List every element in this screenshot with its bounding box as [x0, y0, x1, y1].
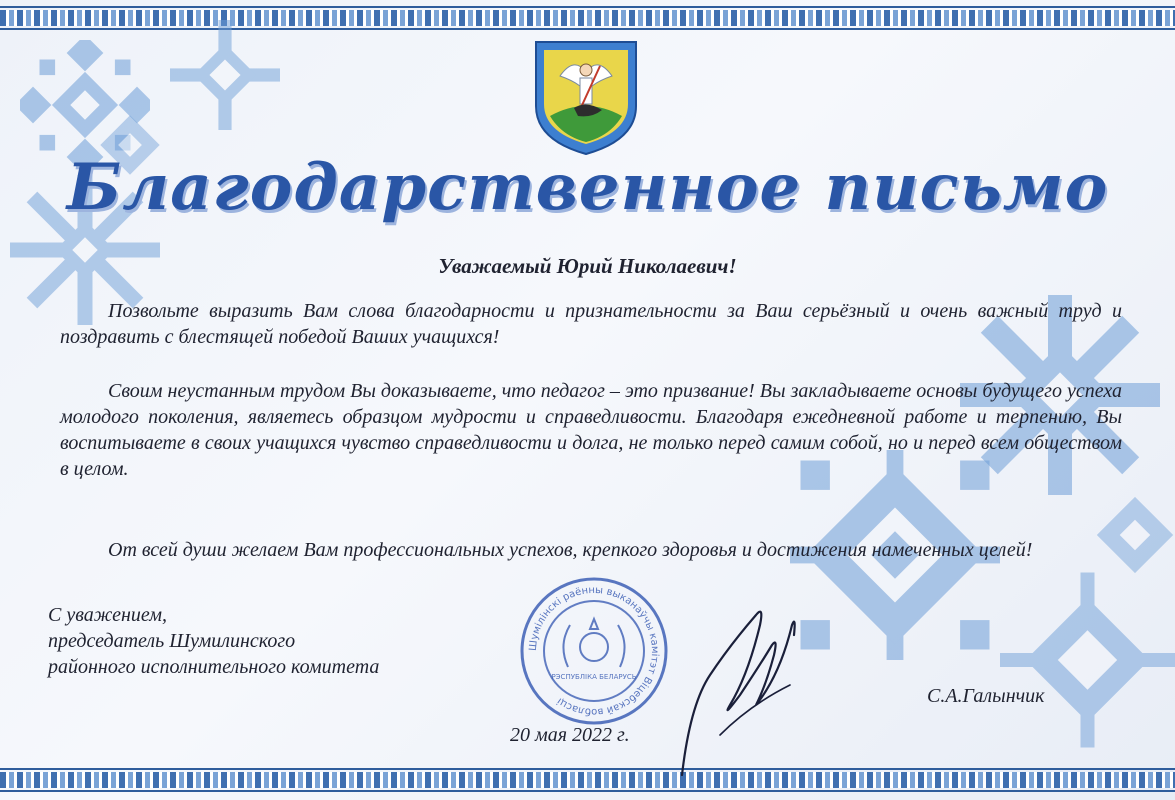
paragraph-2: Своим неустанным трудом Вы доказываете, что педагог – это призвание! Вы закладываете основы будущего успеха молодого поколения, являетесь образцом мудрости и справедливости. Благодаря ежедневной работе и терпению, Вы воспитываете в своих учащихся чувство справедливости и долга, не только перед самим собой, но и перед всем обществом в целом.	[60, 380, 1122, 480]
signer-block	[48, 602, 468, 680]
coat-of-arms-icon	[530, 36, 642, 158]
document-date: 20 мая 2022 г.	[510, 724, 630, 746]
signer-line: С уважением,	[48, 604, 168, 626]
svg-text:Шумілінскі раённы выканаўчы ка: Шумілінскі раённы выканаўчы камітэт Віцебскай вобласці	[527, 584, 661, 718]
greeting: Уважаемый Юрий Николаевич!	[438, 254, 737, 278]
signer-line: районного исполнительного комитета	[48, 656, 380, 678]
signer-name: С.А.Галынчик	[927, 685, 1045, 707]
bottom-ornamental-border	[0, 772, 1175, 788]
paragraph-3: От всей души желаем Вам профессиональных успехов, крепкого здоровья и достижения намеченных целей!	[108, 539, 1033, 561]
paragraph-1: Позвольте выразить Вам слова благодарности и признательности за Ваш серьёзный и очень важный труд и поздравить с блестящей победой Ваших учащихся!	[60, 300, 1122, 348]
signature-icon	[660, 585, 820, 785]
folk-ornament-icon	[170, 20, 280, 130]
signer-line: председатель Шумилинского	[48, 630, 296, 652]
document-title: Благодарственное письмо	[66, 150, 1109, 225]
folk-ornament-icon	[1090, 470, 1175, 600]
official-stamp-icon	[518, 575, 670, 727]
svg-text:РЭСПУБЛІКА БЕЛАРУСЬ: РЭСПУБЛІКА БЕЛАРУСЬ	[551, 673, 637, 681]
